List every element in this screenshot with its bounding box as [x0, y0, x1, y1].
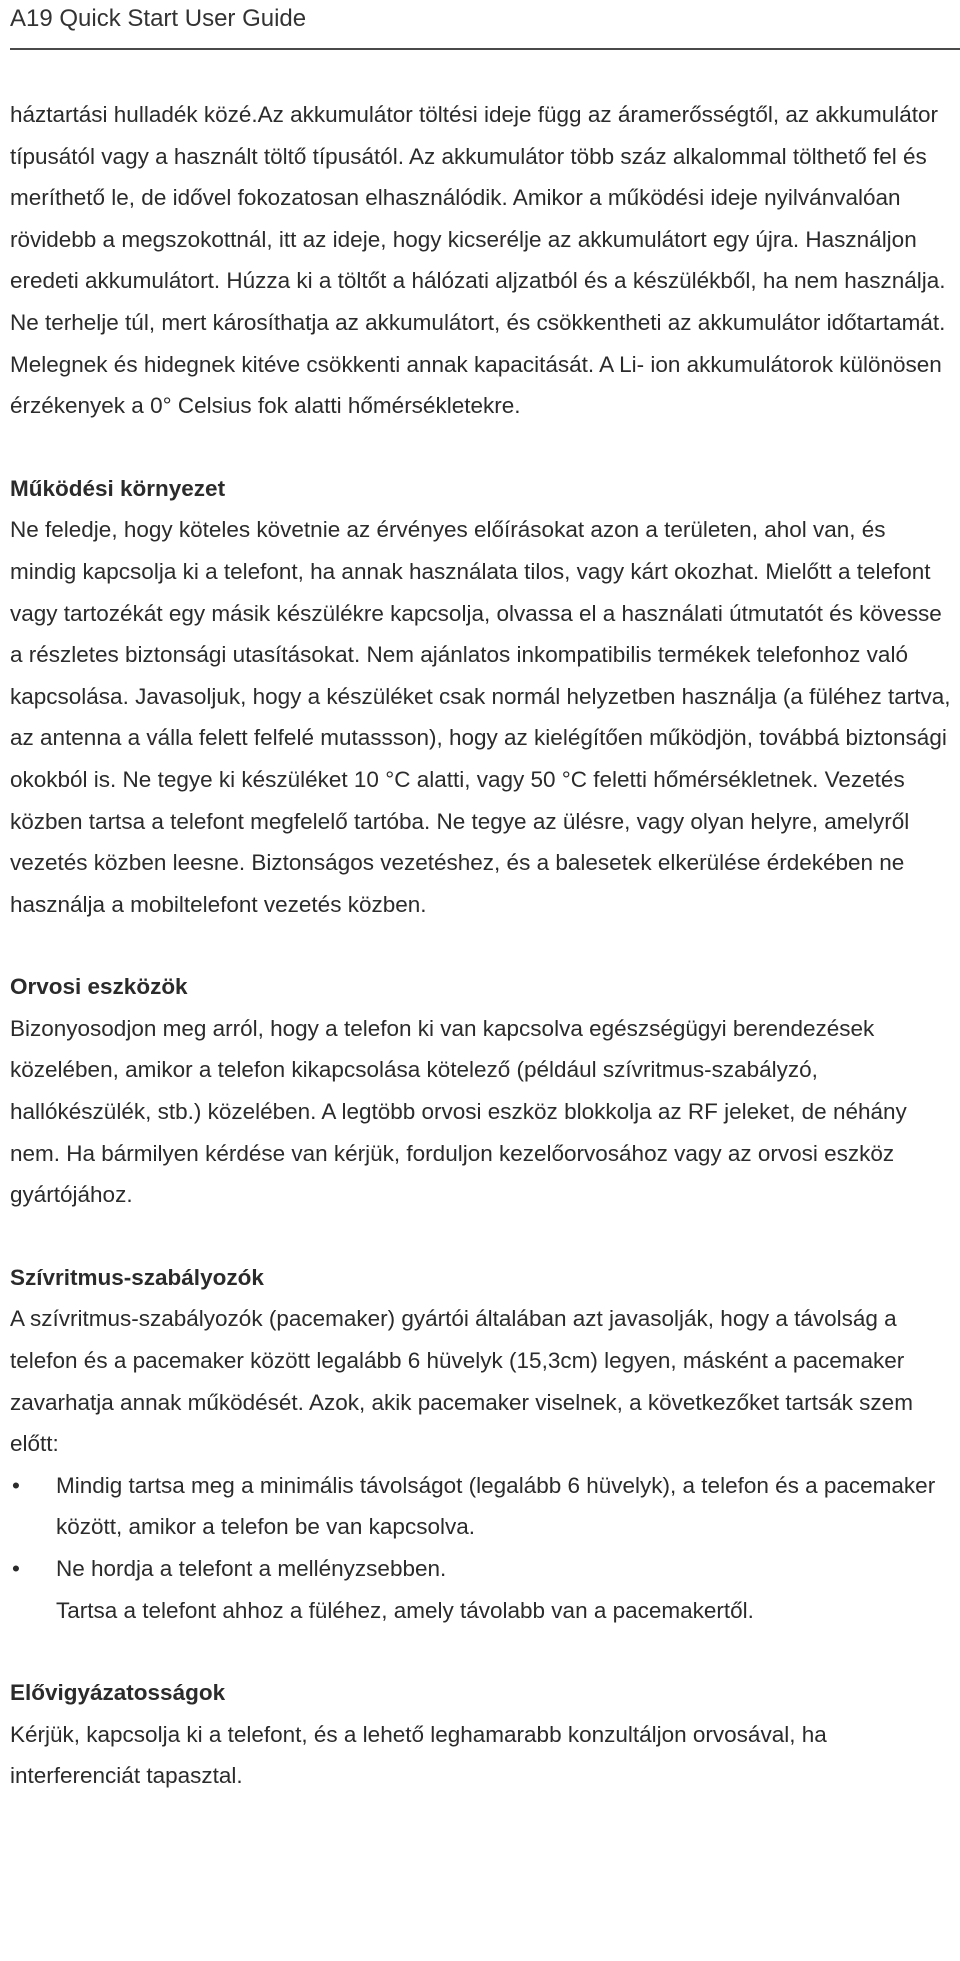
section-heading: Működési környezet: [10, 475, 226, 501]
page-header: [0, 0, 960, 50]
section-paragraph: Kérjük, kapcsolja ki a telefont, és a lehető leghamarabb konzultáljon orvosával, ha interferenciát tapasztal.: [10, 1721, 827, 1789]
section-paragraph: Ne feledje, hogy köteles követnie az érvényes előírásokat azon a területen, ahol van, és mindig kapcsolja ki a telefont, ha annak használata tilos, vagy kárt okozhat. Mielőtt a telefont vagy tartozékát egy másik készülékre kapcsolja, olvassa el a használati útmutatót és kövesse a részletes biztonsági utasításokat. Nem ajánlatos inkompatibilis termékek telefonhoz való kapcsolása. Javasoljuk, hogy a készüléket csak normál helyzetben használja (a füléhez tartva, az antenna a válla felett felfelé mutassson), hogy az kielégítően működjön, továbbá biztonsági okokból is. Ne tegye ki készüléket 10 °C alatti, vagy 50 °C feletti hőmérsékletnek. Vezetés közben tartsa a telefont megfelelő tartóba. Ne tegye az ülésre, vagy olyan helyre, amelyről vezetés közben leesne. Biztonságos vezetéshez, és a balesetek elkerülése érdekében ne használja a mobiltelefont vezetés közben.: [10, 517, 951, 917]
bullet-text: Mindig tartsa meg a minimális távolságot (legalább 6 hüvelyk), a telefon és a pacemaker között, amikor a telefon be van kapcsolva.: [56, 1472, 936, 1540]
bullet-icon: •: [12, 1556, 20, 1581]
bullet-icon: •: [12, 1472, 20, 1498]
section-heading: Orvosi eszközök: [10, 974, 188, 1000]
section-heading: Elővigyázatosságok: [10, 1680, 226, 1706]
section-operating-environment: [10, 468, 955, 926]
list-item: [10, 1548, 955, 1631]
section-paragraph: Bizonyosodjon meg arról, hogy a telefon ki van kapcsolva egészségügyi berendezések közelében, amikor a telefon kikapcsolása kötelező (például szívritmus-szabályzó, hallókészülék, stb.) közelében. A legtöbb orvosi eszköz blokkolja az RF jeleket, de néhány nem. Ha bármilyen kérdése van kérjük, forduljon kezelőorvosához vagy az orvosi eszköz gyártójához.: [10, 1015, 907, 1208]
list-item: [10, 1465, 955, 1548]
section-medical-devices: [10, 966, 955, 1216]
section-pacemakers: [10, 1257, 955, 1631]
section-heading: Szívritmus-szabályozók: [10, 1264, 264, 1290]
bullet-text: Ne hordja a telefont a mellényzsebben.: [56, 1556, 447, 1581]
bullet-list: [10, 1465, 955, 1631]
intro-paragraph: háztartási hulladék közé.Az akkumulátor töltési ideje függ az áramerősségtől, az akkumulátor típusától vagy a használt töltő típusától. Az akkumulátor több száz alkalommal tölthető fel és meríthető le, de idővel fokozatosan elhasználódik. Amikor a működési ideje nyilvánvalóan rövidebb a megszokottnál, itt az ideje, hogy kicserélje az akkumulátort egy újra. Használjon eredeti akkumulátort. Húzza ki a töltőt a hálózati aljzatból és a készülékből, ha nem használja. Ne terhelje túl, mert károsíthatja az akkumulátort, és csökkentheti az akkumulátor időtartamát. Melegnek és hidegnek kitéve csökkenti annak kapacitását. A Li- ion akkumulátorok különösen érzékenyek a 0° Celsius fok alatti hőmérsékletekre.: [10, 102, 946, 419]
bullet-text-continued: Tartsa a telefont ahhoz a füléhez, amely távolabb van a pacemakertől.: [56, 1597, 754, 1623]
section-paragraph: A szívritmus-szabályozók (pacemaker) gyártói általában azt javasolják, hogy a távolság a telefon és a pacemaker között legalább 6 hüvelyk (15,3cm) legyen, másként a pacemaker zavarhatja annak működését. Azok, akik pacemaker viselnek, a következőket tartsák szem előtt:: [10, 1306, 913, 1457]
document-title: A19 Quick Start User Guide: [10, 5, 307, 32]
header-divider: [10, 48, 960, 50]
document-body: [10, 94, 955, 1797]
section-precautions: [10, 1672, 955, 1797]
